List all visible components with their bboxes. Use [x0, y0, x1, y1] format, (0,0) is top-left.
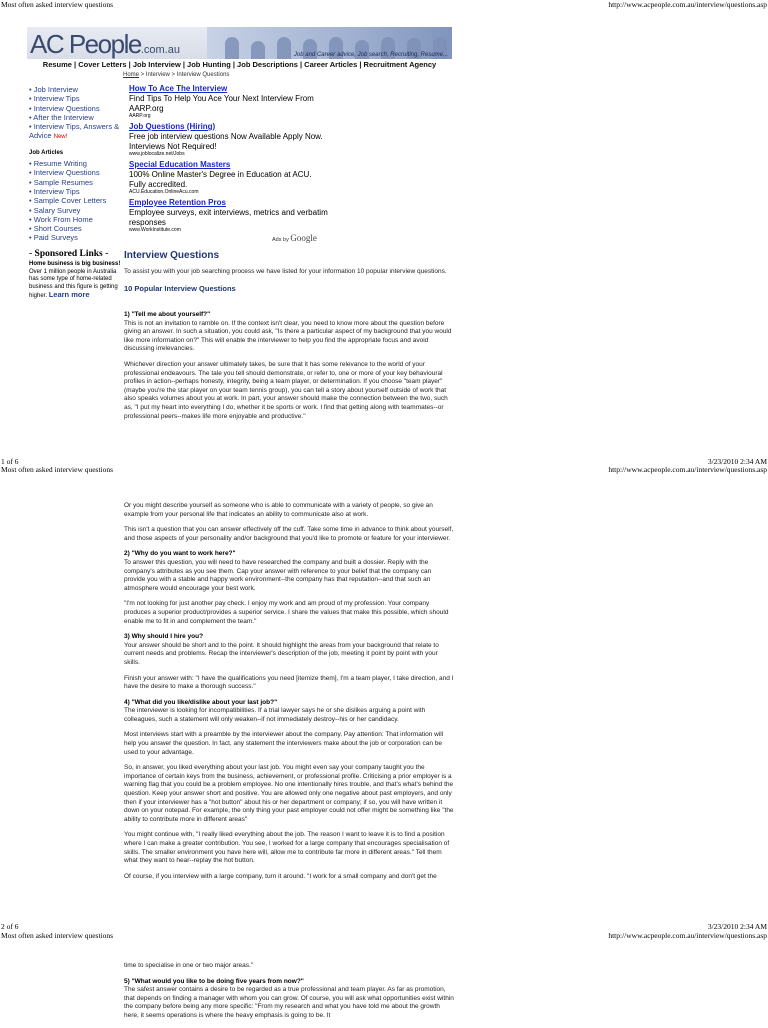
article-link[interactable]: • Short Courses	[29, 224, 82, 234]
page-number: 1 of 6	[1, 457, 19, 466]
article-link[interactable]: • Salary Survey	[29, 205, 81, 215]
ad-title[interactable]: Job Questions (Hiring)	[129, 122, 216, 131]
job-articles-title: Job Articles	[29, 149, 64, 156]
question-heading: 4) "What did you like/dislike about your last job?"	[124, 698, 278, 706]
article-link[interactable]: • Interview Tips	[29, 186, 80, 196]
article-body-p3	[124, 962, 454, 1028]
answer-text: "I'm not looking for just another pay check. I enjoy my work and am proud of my profession. Your company produces a superior product/provides a superior service. I share the values that make this possible, which should enable me to fit in and complement the team."	[124, 600, 449, 625]
answer-text: time to specialise in one or two major areas."	[124, 962, 254, 969]
ad-desc: 100% Online Master's Degree in Education at ACU. Fully accredited.	[129, 170, 312, 189]
print-header-url: http://www.acpeople.com.au/interview/questions.asp	[608, 465, 767, 474]
learn-more-link[interactable]: Learn more	[48, 290, 90, 300]
nav-item[interactable]: • Interview Questions	[29, 103, 100, 113]
sponsored-links	[29, 249, 121, 301]
nav-item-advice[interactable]: Advice New!	[29, 131, 68, 141]
answer-text: Or you might describe yourself as someone who is able to communicate with a variety of people, so give an example from your personal life that indicates an ability to communicate also at work.	[124, 502, 433, 518]
answer-text: Your answer should be short and to the point. It should highlight the areas from your background that relate to current needs and problems. Recap the interviewer's description of the job, meeting it point by point with your skills.	[124, 641, 439, 666]
nav-item[interactable]: • Interview Tips, Answers &	[29, 122, 120, 132]
ads-by-google[interactable]: Ads by Google	[272, 233, 317, 243]
ad-url[interactable]: ACU.Education.OnlineAcu.com	[129, 189, 199, 195]
logo-suffix: .com.au	[140, 44, 180, 56]
article-link[interactable]: • Resume Writing	[29, 159, 87, 169]
article-intro: To assist you with your job searching process we have listed for your information 10 popular interview questions.	[124, 268, 447, 275]
answer-text: Of course, if you interview with a large company, turn it around. "I work for a small company and don't get the	[124, 872, 437, 880]
ad-url[interactable]: AARP.org	[129, 113, 151, 119]
breadcrumb	[123, 72, 229, 78]
article-link[interactable]: • Sample Cover Letters	[29, 196, 107, 206]
question-heading: 3) Why should I hire you?	[124, 633, 204, 641]
ad-item	[129, 198, 329, 234]
ad-item	[129, 122, 329, 158]
ad-desc: Free job interview questions Now Available Apply Now. Interviews Not Required!	[129, 132, 323, 151]
answer-text: This isn't a question that you can answer effectively off the cuff. Take some time in advance to think about yourself, and those aspects of your personality and/or background that you'd like to promote or feature for your interviewer.	[124, 526, 454, 542]
article-body-p2	[124, 502, 454, 888]
print-datetime: 3/23/2010 2:34 AM	[707, 922, 767, 931]
breadcrumb-interview[interactable]: Interview	[145, 72, 170, 78]
sponsored-body: Over 1 million people in Australia has some type of home-related business and this figure is getting higher. Learn more	[29, 268, 118, 300]
print-header-title: Most often asked interview questions	[1, 0, 114, 9]
left-navigation	[29, 85, 121, 243]
answer-text: You might continue with, "I really liked everything about the job. The reason I want to leave it is to find a position where I can make a greater contribution. You see, I worked for a large company that encourages specialisation of skills. The smaller environment you have here will, allow me to contribute far more in different areas." Tell them what they want to hear--replay the hot button.	[124, 831, 450, 865]
print-header-url: http://www.acpeople.com.au/interview/questions.asp	[608, 0, 767, 9]
question-heading: 2) "Why do you want to work here?"	[124, 550, 236, 558]
article-link[interactable]: • Sample Resumes	[29, 177, 93, 187]
answer-text: So, in answer, you liked everything about your last job. You might even say your company taught you the importance of certain keys from the business, achievement, or professional profile. Criticising a prior employer is a warning flag that you could be a problem employee. No one intentionally hires trouble, and that's what's behind the question. Keep your answer short and positive. You are allowed only one negative about past employers, and only then if your interviewer has a "hot button" about his or her department or company; if so, you will have written it down on your notepad. For example, the only thing your past employer could not offer might be something like "the ability to contribute more in different areas"	[124, 764, 454, 823]
nav-item[interactable]: • After the Interview	[29, 112, 94, 122]
print-header-title: Most often asked interview questions	[1, 465, 114, 474]
new-badge: New!	[53, 134, 68, 141]
article-link[interactable]: • Paid Surveys	[29, 233, 78, 243]
site-banner	[27, 27, 452, 59]
article-link[interactable]: • Work From Home	[29, 214, 93, 224]
article-body-p1	[124, 311, 454, 428]
top-navigation[interactable]: Resume | Cover Letters | Job Interview | Job Hunting | Job Descriptions | Career Articles | Recruitment Agency	[42, 60, 437, 69]
print-header-url: http://www.acpeople.com.au/interview/questions.asp	[608, 931, 767, 940]
logo-box[interactable]	[27, 27, 207, 59]
article-link[interactable]: • Interview Questions	[29, 168, 100, 178]
article-subtitle: 10 Popular Interview Questions	[124, 283, 236, 293]
ad-block	[129, 84, 329, 236]
ad-url[interactable]: www.WorkInstitute.com	[129, 227, 181, 233]
article-top	[124, 250, 454, 293]
ad-title[interactable]: How To Ace The Interview	[129, 84, 228, 93]
ad-item	[129, 84, 329, 120]
print-datetime: 3/23/2010 2:34 AM	[707, 457, 767, 466]
ad-title[interactable]: Employee Retention Pros	[129, 198, 226, 207]
question-heading: 1) "Tell me about yourself?"	[124, 311, 211, 318]
answer-text: The safest answer contains a desire to be regarded as a true professional and team player. As far as promotion, that depends on finding a manager with whom you can grow. Of course, you will ask what opportunities exist within the company before being any more specific: "From my research and what you have told me about the growth here, it seems operations is where the heavy emphasis is going to be. It	[124, 986, 454, 1019]
answer-text: Whichever direction your answer ultimately takes, be sure that it has some relevance to the world of your professional endeavours. The tale you tell should demonstrate, or refer to, one or more of your key behavioural profiles in action--perhaps honesty, integrity, being a team player, or determination. If you choose "team player" (maybe you're the star player on your team tennis group), you can tell a story about yourself outside of work that also speaks volumes about you at work. In part, your answer should make the connection between the two, such as, "I put my heart into everything I do, whether it be sports or work. I find that getting along with teammates--or professional peers--makes life more enjoyable and productive."	[124, 360, 448, 420]
answer-text: To answer this question, you will need to have researched the company and built a dossier. Reply with the company's attributes as you see them. Cap your answer with reference to your belief that the company can provide you with a stable and happy work environment--the company has that reputation--and that such an atmosphere would encourage your best work.	[124, 558, 432, 592]
ad-item	[129, 160, 329, 196]
nav-item[interactable]: • Job Interview	[29, 85, 78, 94]
breadcrumb-current: Interview Questions	[176, 72, 230, 78]
breadcrumb-sep: >	[169, 72, 177, 78]
ad-title[interactable]: Special Education Masters	[129, 160, 231, 169]
answer-text: Finish your answer with: "I have the qualifications you need [itemize them], I'm a team player, I take direction, and I have the desire to make a thorough success."	[124, 674, 454, 691]
article-title: Interview Questions	[124, 250, 220, 261]
print-header-title: Most often asked interview questions	[1, 931, 114, 940]
breadcrumb-home[interactable]: Home	[123, 72, 140, 78]
ad-desc: Employee surveys, exit interviews, metrics and verbatim responses	[129, 208, 328, 227]
banner-tagline: Job and Career advice, Job search, Recruiting, Resume...	[293, 52, 448, 58]
answer-text: Most interviews start with a preamble by the interviewer about the company. Pay attention: That information will help you answer the question. In fact, any statement the interviewers make about the job or corporation can be used to your advantage.	[124, 731, 444, 756]
ad-url[interactable]: www.joblocalize.net/Jobs	[129, 151, 185, 157]
banner-people-image	[207, 27, 452, 59]
question-heading: 5) "What would you like to be doing five years from now?"	[124, 977, 304, 985]
answer-text: The interviewer is looking for incompatibilities. If a trial lawyer says he or she dislikes arguing a point with colleagues, such a statement will only weaken--if not immediately destroy--his or her candidacy.	[124, 707, 426, 723]
google-wordmark: Google	[290, 233, 317, 243]
logo-main: AC People	[30, 29, 141, 59]
ad-desc: Find Tips To Help You Ace Your Next Interview From AARP.org	[129, 94, 314, 113]
answer-text: This is not an invitation to ramble on. If the context isn't clear, you need to know more about the question before giving an answer. In such a situation, you could ask, "Is there a particular aspect of my background that you would like more information on?" This will enable the interviewer to help you find the appropriate focus and avoid discussing irrelevancies.	[124, 319, 452, 353]
site-logo[interactable]	[30, 29, 180, 60]
breadcrumb-sep: >	[139, 72, 146, 78]
page-number: 2 of 6	[1, 922, 19, 931]
nav-item[interactable]: • Interview Tips	[29, 94, 80, 104]
sponsored-heading: - Sponsored Links -	[29, 249, 109, 259]
sponsored-title: Home business is big business!	[29, 261, 121, 267]
